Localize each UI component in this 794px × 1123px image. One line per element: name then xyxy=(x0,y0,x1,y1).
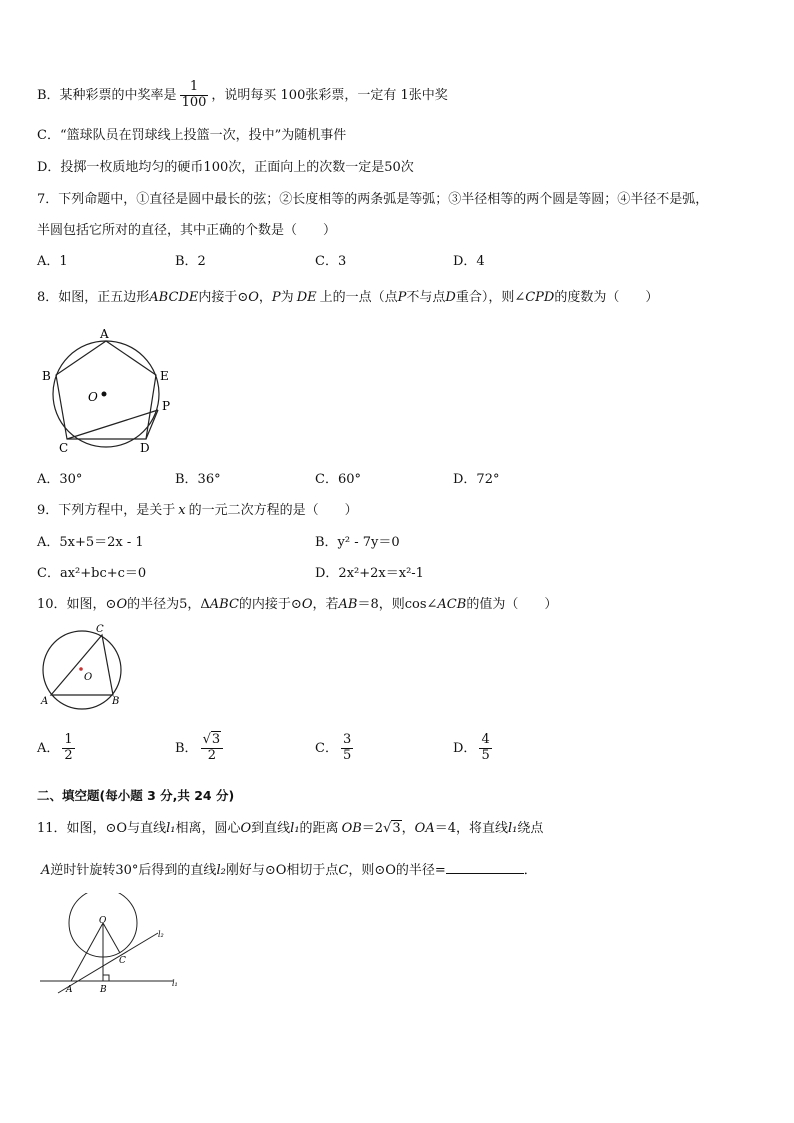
q10-segment-ab: AB xyxy=(338,597,358,612)
label-a: A xyxy=(41,696,49,707)
q11-tangent-figure xyxy=(36,893,186,998)
q10-text: 的半径为5，Δ xyxy=(127,597,210,612)
q10-triangle-name: ABC xyxy=(209,597,239,612)
q10-text: 的内接于⊙ xyxy=(238,597,302,612)
q10-stem xyxy=(37,593,557,612)
q8-text: 8．如图，正五边形 xyxy=(37,290,150,305)
q11-point-c: C xyxy=(338,863,349,878)
q11-text: 刚好与⊙O相切于点 xyxy=(225,863,339,878)
sqrt-radicand: 3 xyxy=(211,732,221,747)
q7-stem-line1: 7．下列命题中，①直径是圆中最长的弦；②长度相等的两条弧是等弧；③半径相等的两个圆是等圆；④半径不是弧， xyxy=(37,192,709,207)
q9-text: 9．下列方程中，是关于 xyxy=(37,503,176,518)
label-l1: l₁ xyxy=(172,979,178,988)
q11-text: 到直线 xyxy=(251,821,291,836)
section-heading-fill-in: 二、填空题(每小题 3 分,共 24 分) xyxy=(37,788,235,803)
q8-arc-de: DE xyxy=(296,290,317,305)
q11-segment-oa: OA xyxy=(414,821,435,836)
q8-point-p: P xyxy=(271,290,281,305)
q6-option-b xyxy=(37,80,448,111)
q10-text: ＝8，则cos∠ xyxy=(357,597,438,612)
fraction xyxy=(479,733,491,764)
q11-text: 11．如图，⊙O与直线 xyxy=(37,821,167,836)
option-label: B． xyxy=(175,740,198,756)
q10-option-d xyxy=(453,733,495,764)
q11-text: ＝2 xyxy=(361,821,384,836)
q10-circle-name: O xyxy=(116,597,128,612)
label-b: B xyxy=(42,369,51,383)
pentagon-abcde xyxy=(56,341,156,439)
label-b: B xyxy=(112,696,120,707)
q10-text: 的值为（ ） xyxy=(466,597,558,612)
q11-text: ， xyxy=(401,821,415,836)
q7-option-c: C．3 xyxy=(315,254,347,269)
option-label: A． xyxy=(37,740,60,756)
q8-text: 不与点 xyxy=(406,290,446,305)
fraction-denominator: 2 xyxy=(64,747,73,763)
q8-angle-cpd: CPD xyxy=(525,290,555,305)
label-a: A xyxy=(100,327,109,341)
q11-center-o: O xyxy=(240,821,252,836)
q9-option-b: B．y² - 7y＝0 xyxy=(315,535,400,550)
q8-text: 内接于⊙ xyxy=(198,290,249,305)
q8-text: 上的一点（点 xyxy=(319,290,398,305)
q11-point-a: A xyxy=(41,863,51,878)
segment-oc xyxy=(103,923,120,953)
q6-option-b-pre: B．某种彩票的中奖率是 xyxy=(37,87,177,103)
q11-line-l2: l₂ xyxy=(216,863,226,878)
q8-stem xyxy=(37,286,658,305)
fraction-denominator: 2 xyxy=(207,747,216,763)
q10-option-b xyxy=(175,733,226,764)
q8-text: 为 xyxy=(280,290,294,305)
q9-stem xyxy=(37,499,358,518)
label-o: O xyxy=(88,390,98,404)
label-c: C xyxy=(119,956,126,966)
q11-text: 逆时针旋转30°后得到的直线 xyxy=(50,863,217,878)
q11-text: ＝4，将直线 xyxy=(434,821,508,836)
fraction-numerator: √3 xyxy=(201,733,224,749)
fraction xyxy=(341,733,353,764)
q11-segment-ob: OB xyxy=(341,821,362,836)
fraction-numerator: 1 xyxy=(64,732,73,747)
label-b: B xyxy=(100,985,107,995)
q11-text: 相离，圆心 xyxy=(175,821,241,836)
right-angle-mark xyxy=(103,975,109,981)
q10-angle-acb: ACB xyxy=(437,597,467,612)
q11-line-l1: l₁ xyxy=(507,821,518,836)
q8-option-a: A．30° xyxy=(37,472,83,487)
q8-text: 重合），则∠ xyxy=(455,290,526,305)
fraction-numerator: 3 xyxy=(342,732,352,747)
q8-option-c: C．60° xyxy=(315,472,361,487)
q8-point-d: D xyxy=(445,290,456,305)
label-d: D xyxy=(140,441,150,455)
q11-stem-line1: 11．如图，⊙O与直线l₁相离，圆心O到直线l₁的距离 OB＝2√3，OA＝4，将直线l₁绕点 xyxy=(37,821,544,836)
q6-option-c: C．“篮球队员在罚球线上投篮一次，投中”为随机事件 xyxy=(37,128,347,143)
q8-circle-name: O xyxy=(248,290,259,305)
q8-point-p: P xyxy=(397,290,407,305)
segment-oa xyxy=(71,923,103,981)
label-c: C xyxy=(59,441,69,455)
q7-option-d: D．4 xyxy=(453,254,485,269)
q8-pentagon-name: ABCDE xyxy=(149,290,199,305)
q9-option-d: D．2x²+2x＝x²-1 xyxy=(315,566,424,581)
label-l2: l₂ xyxy=(158,930,164,939)
q9-option-c: C．ax²+bc+c＝0 xyxy=(37,566,147,581)
q10-option-a xyxy=(37,733,78,764)
q6-option-d: D．投掷一枚质地均匀的硬币100次，正面向上的次数一定是50次 xyxy=(37,160,414,175)
q9-option-a: A．5x+5＝2x - 1 xyxy=(37,535,144,550)
fraction-denominator: 100 xyxy=(181,94,207,110)
sqrt-radicand: 3 xyxy=(392,821,401,836)
q11-text: 的距离 xyxy=(299,821,339,836)
q7-option-b: B．2 xyxy=(175,254,206,269)
fraction xyxy=(201,733,224,764)
option-label: D． xyxy=(453,740,477,756)
fraction-numerator: 4 xyxy=(481,732,490,747)
center-dot xyxy=(102,392,107,397)
q11-line-l1: l₁ xyxy=(290,821,300,836)
option-label: C． xyxy=(315,740,338,756)
label-c: C xyxy=(96,624,104,635)
label-a: A xyxy=(66,985,73,995)
label-p: P xyxy=(162,399,171,413)
fraction-denominator: 5 xyxy=(481,747,490,763)
answer-blank[interactable] xyxy=(446,861,524,874)
label-e: E xyxy=(160,369,169,383)
q9-text: 的一元二次方程的是（ ） xyxy=(188,503,358,518)
triangle-abc xyxy=(51,635,113,695)
q11-stem-line2 xyxy=(41,859,537,878)
q10-circle-name: O xyxy=(301,597,313,612)
q7-stem-line2: 半圆包括它所对的直径，其中正确的个数是（ ） xyxy=(37,223,337,238)
q8-option-b: B．36° xyxy=(175,472,221,487)
q11-text: 绕点 xyxy=(517,821,544,836)
q6-option-b-fraction xyxy=(180,80,209,111)
q7-option-a: A．1 xyxy=(37,254,68,269)
fraction-numerator: 1 xyxy=(180,80,209,96)
line-l2 xyxy=(58,933,158,993)
fraction-denominator: 5 xyxy=(342,747,352,763)
q10-triangle-figure xyxy=(36,622,136,712)
fraction xyxy=(62,733,74,764)
q11-line-l1: l₁ xyxy=(166,821,176,836)
q8-text: 的度数为（ ） xyxy=(554,290,659,305)
q10-option-c xyxy=(315,733,356,764)
label-o: O xyxy=(84,672,93,683)
q6-option-b-post: ，说明每买 100张彩票，一定有 1张中奖 xyxy=(211,87,448,103)
q8-pentagon-figure xyxy=(36,322,186,458)
q8-option-d: D．72° xyxy=(453,472,500,487)
q10-text: 10．如图，⊙ xyxy=(37,597,117,612)
center-dot xyxy=(79,667,83,671)
q11-text: ，则⊙O的半径= xyxy=(348,863,446,878)
q11-text: ． xyxy=(523,863,537,878)
q10-text: ，若 xyxy=(312,597,339,612)
label-o: O xyxy=(99,916,107,926)
q8-text: ， xyxy=(258,290,272,305)
q9-variable: x xyxy=(178,503,186,518)
segment-cp xyxy=(67,410,158,439)
